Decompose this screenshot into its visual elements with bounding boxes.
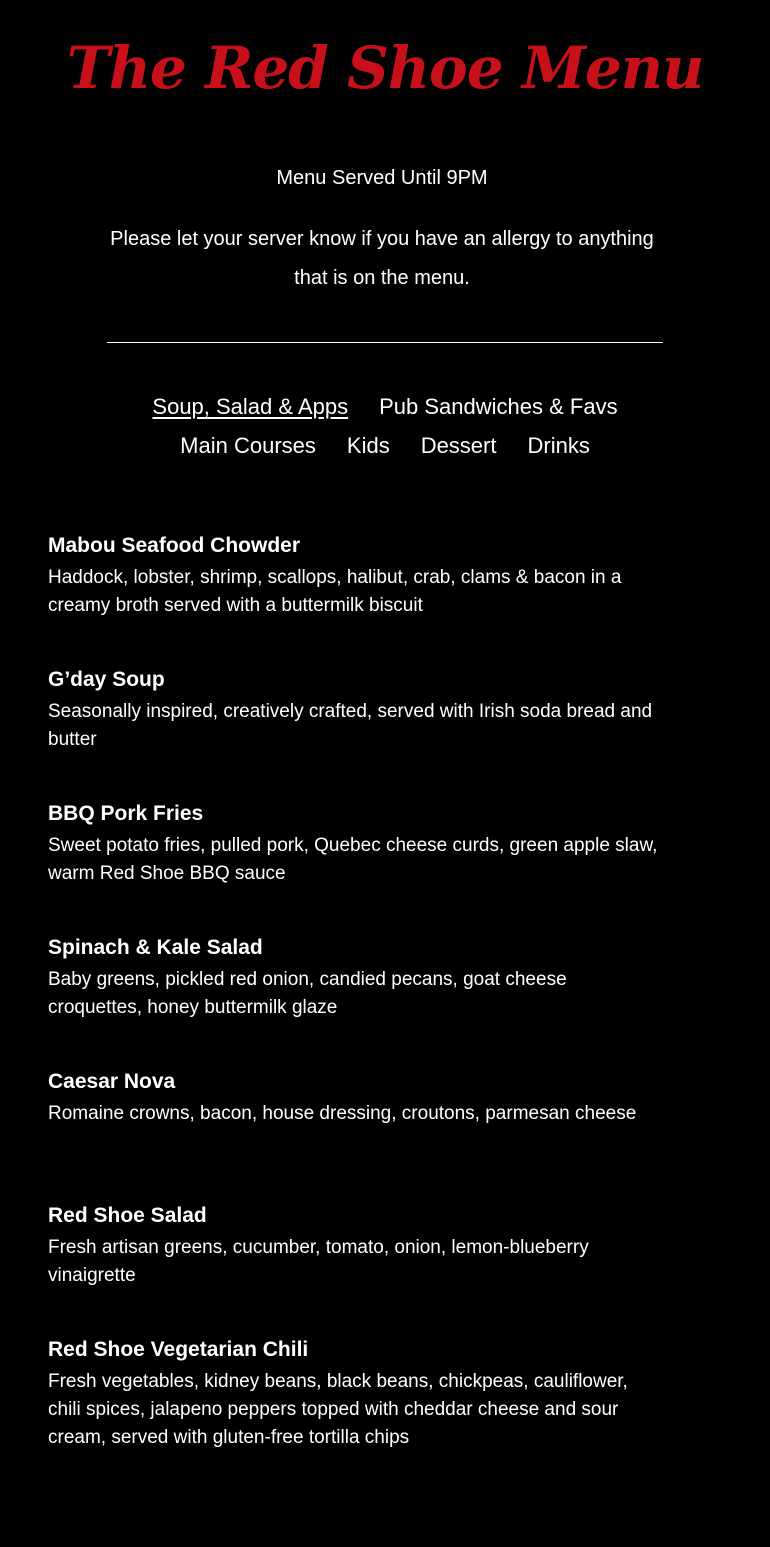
menu-item-name: Mabou Seafood Chowder bbox=[48, 534, 300, 557]
menu-item-name: BBQ Pork Fries bbox=[48, 802, 204, 825]
nav-row bbox=[0, 426, 770, 465]
page-title: The Red Shoe Menu bbox=[66, 34, 704, 102]
nav-row bbox=[0, 387, 770, 426]
menu-item-name: Red Shoe Salad bbox=[48, 1204, 207, 1227]
menu-category-nav bbox=[0, 387, 770, 465]
menu-item-name: Red Shoe Vegetarian Chili bbox=[48, 1338, 309, 1361]
menu-item bbox=[48, 664, 658, 798]
menu-item-name: Spinach & Kale Salad bbox=[48, 936, 263, 959]
menu-item-description: Fresh artisan greens, cucumber, tomato, onion, lemon-blueberry vinaigrette bbox=[48, 1237, 589, 1286]
menu-item bbox=[48, 1334, 658, 1468]
nav-link-dessert[interactable]: Dessert bbox=[420, 433, 497, 458]
allergy-note: Please let your server know if you have an allergy to anything that is on the menu. bbox=[110, 228, 654, 289]
nav-link-pub-sandwiches-favs[interactable]: Pub Sandwiches & Favs bbox=[379, 394, 618, 419]
menu-item-description: Romaine crowns, bacon, house dressing, croutons, parmesan cheese bbox=[48, 1103, 637, 1124]
served-until-note: Menu Served Until 9PM bbox=[276, 167, 488, 189]
menu-item-description: Baby greens, pickled red onion, candied pecans, goat cheese croquettes, honey buttermilk glaze bbox=[48, 969, 567, 1018]
menu-items-list bbox=[48, 530, 658, 1468]
menu-item-description: Fresh vegetables, kidney beans, black beans, chickpeas, cauliflower, chili spices, jalapeno peppers topped with cheddar cheese and sour cream, served with gluten-free tortilla chips bbox=[48, 1371, 628, 1448]
nav-link-soup-salad-apps[interactable]: Soup, Salad & Apps bbox=[152, 394, 349, 419]
menu-item bbox=[48, 932, 658, 1066]
menu-item-name: G’day Soup bbox=[48, 668, 165, 691]
menu-item bbox=[48, 1200, 658, 1334]
menu-item-name: Caesar Nova bbox=[48, 1070, 176, 1093]
nav-link-main-courses[interactable]: Main Courses bbox=[180, 433, 316, 458]
menu-item-description: Sweet potato fries, pulled pork, Quebec cheese curds, green apple slaw, warm Red Shoe BBQ sauce bbox=[48, 835, 658, 884]
nav-link-kids[interactable]: Kids bbox=[346, 433, 390, 458]
divider bbox=[107, 342, 663, 343]
menu-item bbox=[48, 530, 658, 664]
menu-item-description: Haddock, lobster, shrimp, scallops, halibut, crab, clams & bacon in a creamy broth served with a buttermilk biscuit bbox=[48, 567, 622, 616]
nav-link-drinks[interactable]: Drinks bbox=[527, 433, 590, 458]
menu-item-description: Seasonally inspired, creatively crafted, served with Irish soda bread and butter bbox=[48, 701, 653, 750]
menu-item bbox=[48, 1066, 658, 1200]
menu-item bbox=[48, 798, 658, 932]
